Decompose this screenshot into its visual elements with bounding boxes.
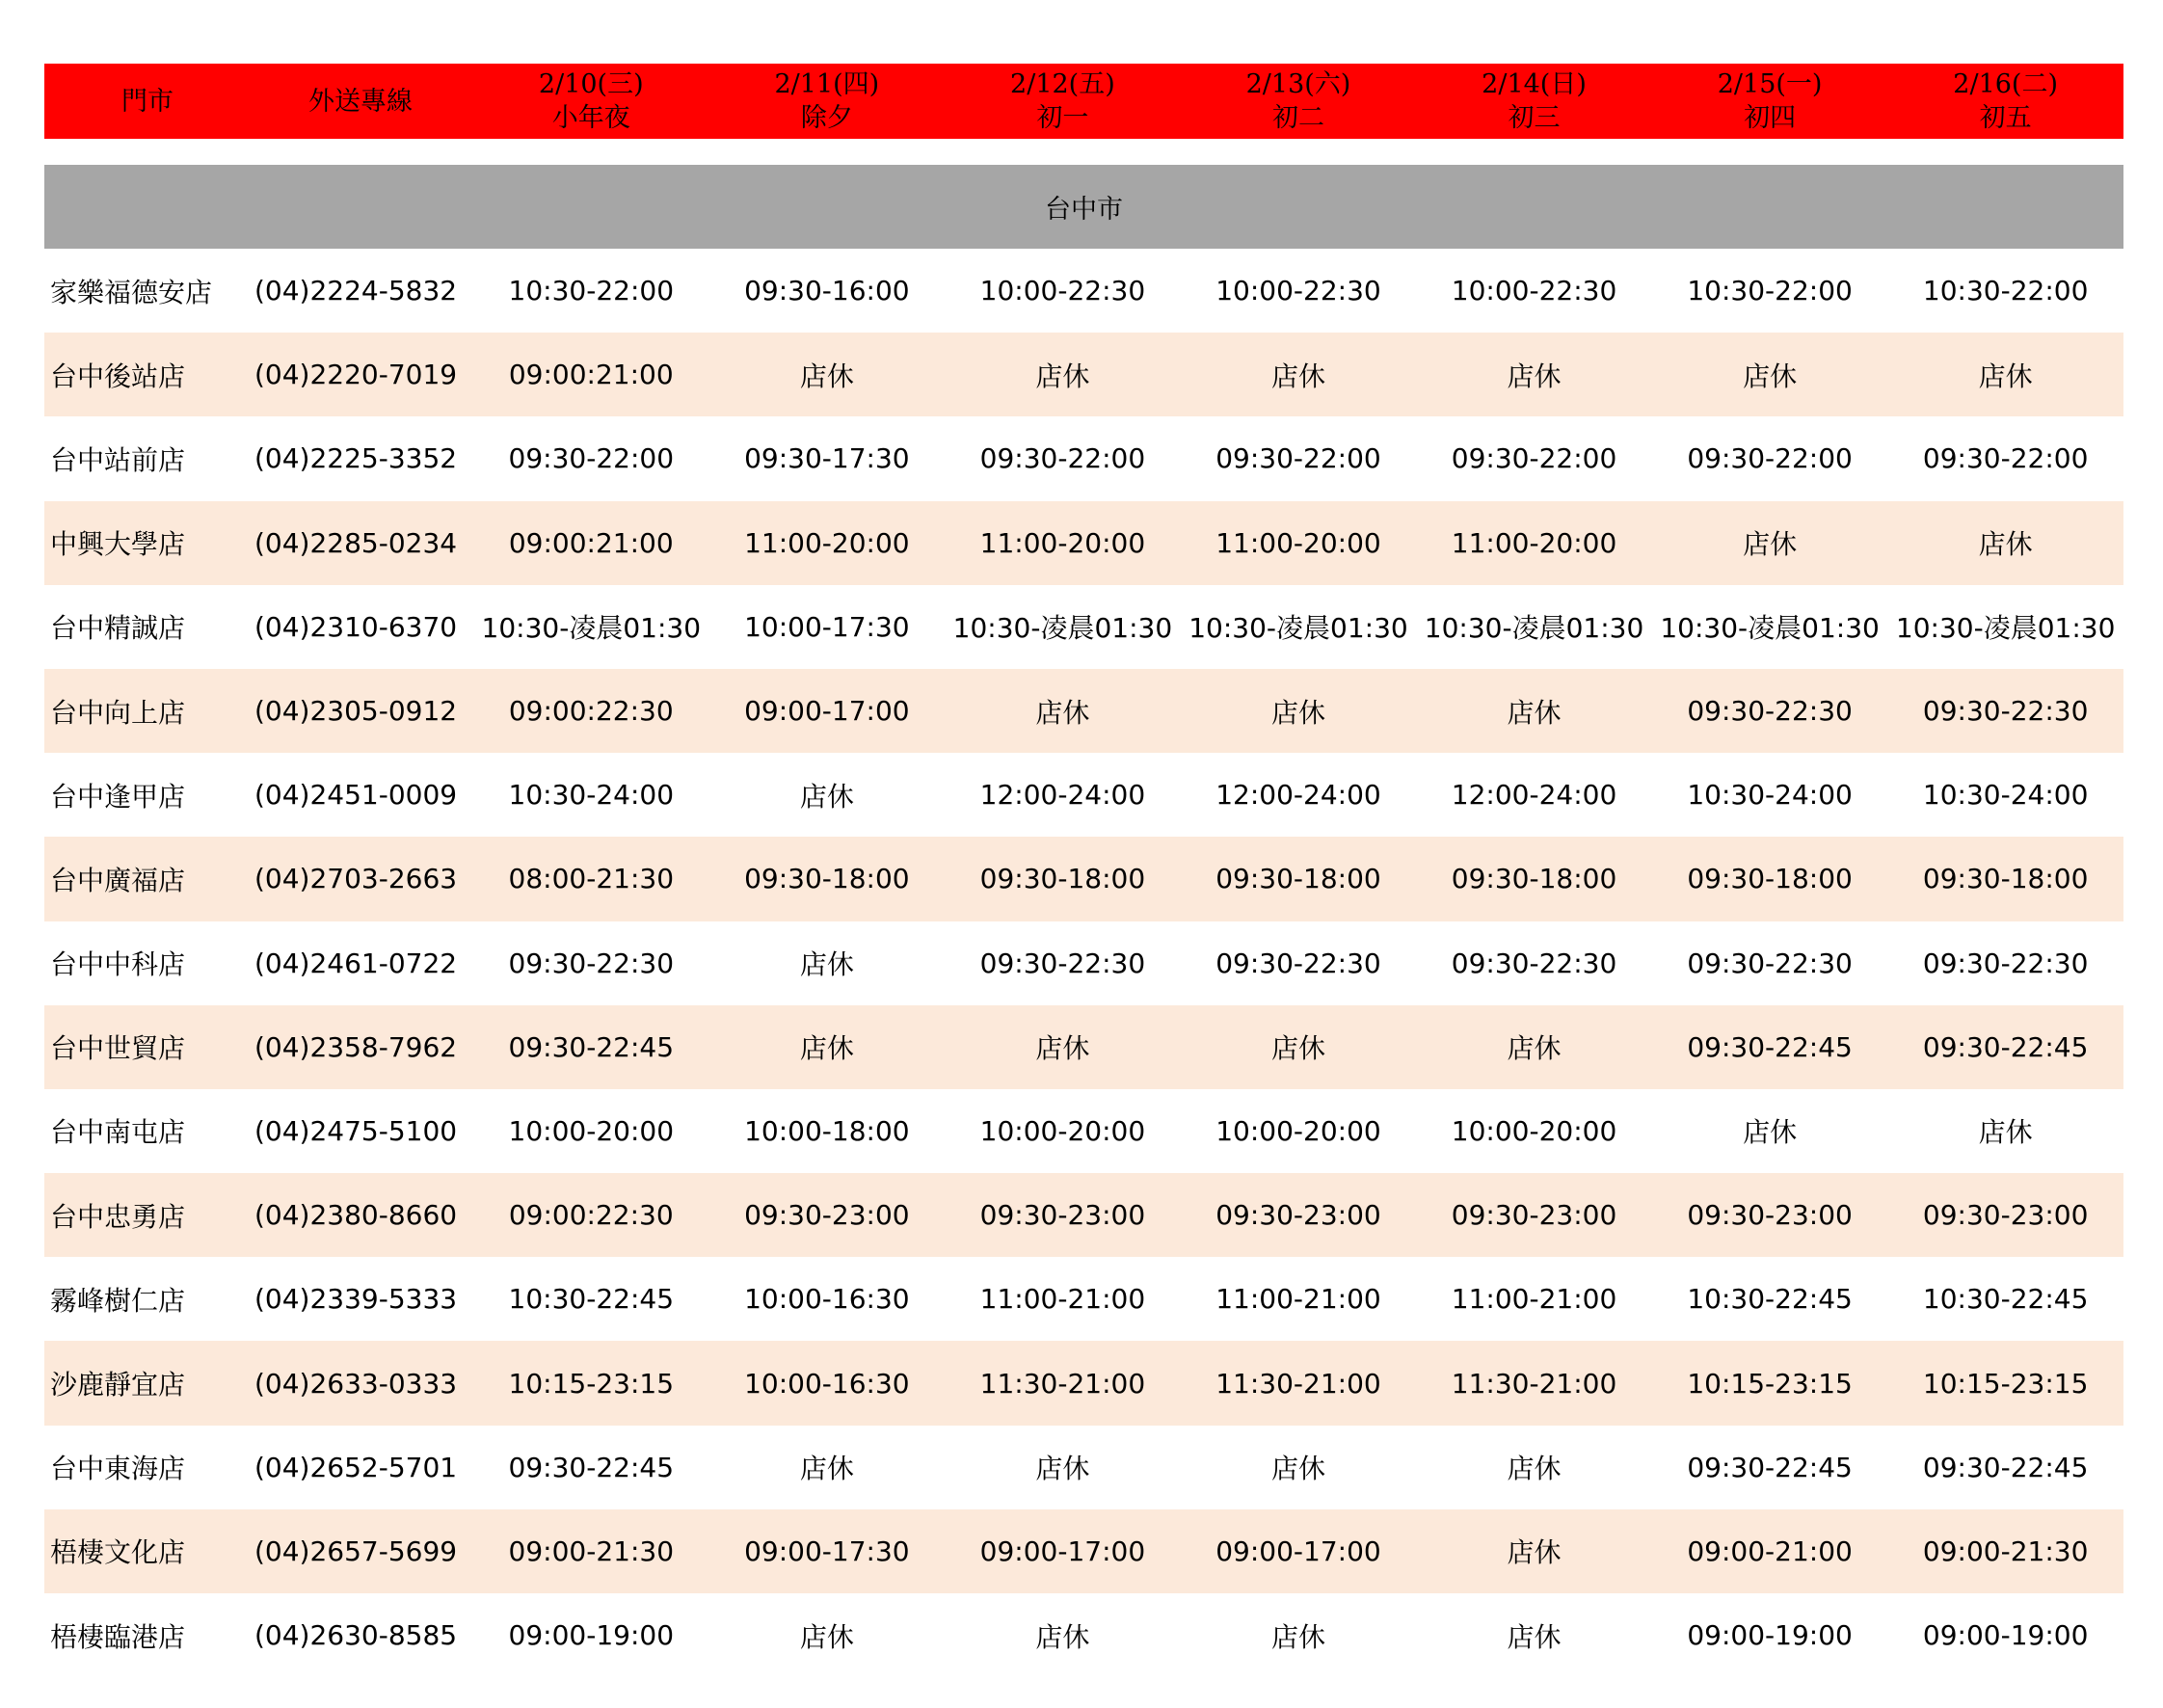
delivery-phone: (04)2703-2663 (254, 863, 458, 895)
hours-cell: 10:00-20:00 (1451, 1114, 1617, 1147)
store-name: 沙鹿靜宜店 (50, 1369, 186, 1401)
hours-cell: 店休 (1035, 1453, 1090, 1485)
store-name: 台中向上店 (50, 696, 186, 729)
table-row (44, 1173, 2123, 1257)
hours-cell: 10:00-20:00 (1215, 1114, 1381, 1147)
delivery-phone: (04)2285-0234 (254, 526, 458, 559)
header-day-label: 初四 (1744, 103, 1797, 133)
hours-cell: 10:30-22:45 (1687, 1283, 1853, 1316)
store-name: 台中忠勇店 (50, 1200, 186, 1233)
hours-cell: 09:00:22:30 (508, 695, 674, 728)
delivery-phone: (04)2358-7962 (254, 1030, 458, 1063)
hours-cell: 09:30-22:00 (1451, 442, 1617, 475)
hours-cell: 09:30-18:00 (744, 863, 910, 895)
delivery-phone: (04)2339-5333 (254, 1283, 458, 1316)
store-name: 梧棲文化店 (50, 1536, 186, 1569)
store-name: 霧峰樹仁店 (50, 1284, 186, 1317)
hours-cell: 店休 (1507, 1620, 1562, 1653)
hours-cell: 店休 (799, 1620, 854, 1653)
hours-cell: 11:30-21:00 (1215, 1367, 1381, 1400)
table-row (44, 416, 2123, 500)
table-row (44, 1426, 2123, 1509)
store-name: 台中逢甲店 (50, 780, 186, 813)
hours-cell: 11:00-21:00 (1451, 1283, 1617, 1316)
hours-cell: 10:30-22:00 (1922, 275, 2089, 307)
header-date: 2/16(二) (1953, 69, 2058, 99)
store-name: 台中後站店 (50, 360, 186, 392)
hours-cell: 店休 (799, 1453, 854, 1485)
header-day-5 (1652, 67, 1888, 135)
hours-cell: 09:30-22:30 (508, 947, 675, 979)
hours-cell: 10:30-24:00 (1922, 779, 2089, 812)
hours-cell: 08:00-21:30 (508, 863, 675, 895)
store-name: 台中站前店 (50, 443, 186, 476)
hours-cell: 店休 (799, 948, 854, 981)
hours-cell: 10:30-22:00 (508, 275, 675, 307)
hours-cell: 12:00-24:00 (1215, 779, 1381, 812)
delivery-phone: (04)2657-5699 (254, 1535, 458, 1567)
hours-cell: 09:30-22:30 (1687, 695, 1853, 728)
hours-cell: 店休 (1743, 1116, 1798, 1149)
hours-cell: 09:30-22:45 (1922, 1451, 2089, 1483)
header-day-4 (1416, 67, 1652, 135)
hours-cell: 09:30-22:45 (1922, 1030, 2089, 1063)
hours-cell: 09:00-19:00 (1922, 1619, 2089, 1652)
hours-cell: 09:00-19:00 (508, 1619, 675, 1652)
hours-cell: 11:00-20:00 (744, 526, 910, 559)
hours-cell: 09:30-22:00 (1215, 442, 1381, 475)
hours-cell: 店休 (1507, 1453, 1562, 1485)
delivery-phone: (04)2652-5701 (254, 1451, 458, 1483)
hours-cell: 10:00-20:00 (508, 1114, 675, 1147)
hours-cell: 10:15-23:15 (508, 1367, 675, 1400)
hours-cell: 11:00-20:00 (1451, 526, 1617, 559)
header-store: 門市 (121, 86, 174, 117)
hours-cell: 店休 (1270, 360, 1325, 392)
hours-cell: 09:30-22:30 (1922, 695, 2089, 728)
hours-cell: 10:30-凌晨01:30 (1188, 612, 1408, 645)
hours-cell: 09:00:21:00 (508, 359, 674, 391)
hours-cell: 11:00-21:00 (1215, 1283, 1381, 1316)
header-date: 2/10(三) (538, 69, 644, 99)
hours-cell: 店休 (1978, 528, 2033, 561)
header-gap (44, 139, 2123, 165)
hours-cell: 09:00-17:00 (744, 695, 910, 728)
hours-cell: 店休 (1507, 360, 1562, 392)
header-date: 2/13(六) (1245, 69, 1351, 99)
hours-cell: 10:00-16:30 (744, 1367, 910, 1400)
table-row (44, 585, 2123, 669)
table-row (44, 921, 2123, 1005)
header-day-0 (473, 67, 709, 135)
hours-cell: 09:30-18:00 (1922, 863, 2089, 895)
hours-cell: 10:30-凌晨01:30 (1895, 612, 2116, 645)
hours-cell: 10:30-凌晨01:30 (1660, 612, 1880, 645)
hours-cell: 09:30-22:00 (508, 442, 675, 475)
header-day-label: 初五 (1979, 103, 2032, 133)
delivery-phone: (04)2310-6370 (254, 610, 458, 643)
hours-cell: 店休 (1270, 696, 1325, 729)
hours-cell: 09:00:22:30 (508, 1199, 674, 1232)
hours-cell: 09:30-17:30 (744, 442, 910, 475)
hours-cell: 09:30-18:00 (979, 863, 1146, 895)
hours-cell: 店休 (1035, 1620, 1090, 1653)
hours-cell: 10:00-22:30 (1215, 275, 1381, 307)
delivery-phone: (04)2451-0009 (254, 779, 458, 812)
delivery-phone: (04)2220-7019 (254, 359, 458, 391)
table-body (44, 249, 2123, 1677)
hours-cell: 10:00-22:30 (979, 275, 1146, 307)
table-header (44, 64, 2123, 139)
hours-cell: 店休 (799, 780, 854, 813)
hours-cell: 09:30-22:45 (1687, 1030, 1853, 1063)
hours-cell: 店休 (1507, 1536, 1562, 1569)
hours-cell: 店休 (1978, 360, 2033, 392)
hours-cell: 11:00-21:00 (979, 1283, 1146, 1316)
hours-cell: 店休 (1507, 1032, 1562, 1065)
table-row (44, 1089, 2123, 1173)
region-banner: 台中市 (44, 165, 2123, 249)
header-day-label: 初二 (1271, 103, 1324, 133)
hours-cell: 09:30-23:00 (979, 1199, 1146, 1232)
delivery-phone: (04)2630-8585 (254, 1619, 458, 1652)
delivery-phone: (04)2461-0722 (254, 947, 458, 979)
hours-cell: 11:00-20:00 (979, 526, 1146, 559)
hours-cell: 09:00-17:00 (1215, 1535, 1381, 1567)
table-row (44, 249, 2123, 333)
hours-cell: 店休 (1270, 1620, 1325, 1653)
hours-cell: 09:30-23:00 (1215, 1199, 1381, 1232)
hours-cell: 11:00-20:00 (1215, 526, 1381, 559)
store-name: 台中東海店 (50, 1453, 186, 1485)
hours-cell: 09:00-17:00 (979, 1535, 1146, 1567)
hours-cell: 10:30-凌晨01:30 (1424, 612, 1644, 645)
store-name: 梧棲臨港店 (50, 1620, 186, 1653)
store-name: 台中中科店 (50, 948, 186, 981)
hours-cell: 09:00:21:00 (508, 526, 674, 559)
hours-cell: 09:30-22:00 (1687, 442, 1853, 475)
delivery-phone: (04)2475-5100 (254, 1114, 458, 1147)
header-date: 2/15(一) (1717, 69, 1823, 99)
hours-cell: 09:30-22:30 (1451, 947, 1617, 979)
header-day-label: 除夕 (800, 103, 853, 133)
hours-cell: 10:30-24:00 (1687, 779, 1853, 812)
holiday-hours-table (44, 64, 2123, 1677)
delivery-phone: (04)2380-8660 (254, 1199, 458, 1232)
hours-cell: 10:15-23:15 (1922, 1367, 2089, 1400)
header-date: 2/14(日) (1482, 69, 1587, 99)
hours-cell: 10:00-22:30 (1451, 275, 1617, 307)
hours-cell: 店休 (1743, 360, 1798, 392)
hours-cell: 09:30-22:30 (1687, 947, 1853, 979)
hours-cell: 店休 (1035, 1032, 1090, 1065)
hours-cell: 12:00-24:00 (1451, 779, 1617, 812)
hours-cell: 11:30-21:00 (979, 1367, 1146, 1400)
hours-cell: 09:30-22:45 (1687, 1451, 1853, 1483)
hours-cell: 12:00-24:00 (979, 779, 1146, 812)
table-row (44, 1509, 2123, 1593)
delivery-phone: (04)2633-0333 (254, 1367, 458, 1400)
hours-cell: 09:30-18:00 (1215, 863, 1381, 895)
header-day-3 (1181, 67, 1417, 135)
hours-cell: 09:30-16:00 (744, 275, 910, 307)
hours-cell: 09:00-21:00 (1687, 1535, 1853, 1567)
delivery-phone: (04)2224-5832 (254, 275, 458, 307)
table-row (44, 837, 2123, 921)
store-name: 中興大學店 (50, 528, 186, 561)
hours-cell: 10:00-20:00 (979, 1114, 1146, 1147)
hours-cell: 店休 (799, 1032, 854, 1065)
store-name: 台中世貿店 (50, 1032, 186, 1065)
hours-cell: 店休 (1978, 1116, 2033, 1149)
table-row (44, 669, 2123, 753)
table-row (44, 1341, 2123, 1425)
hours-cell: 店休 (1035, 696, 1090, 729)
hours-cell: 09:30-22:30 (979, 947, 1146, 979)
table-row (44, 333, 2123, 416)
header-phone: 外送專線 (308, 86, 413, 117)
header-date: 2/12(五) (1010, 69, 1115, 99)
store-name: 台中南屯店 (50, 1116, 186, 1149)
hours-cell: 09:30-22:00 (1922, 442, 2089, 475)
hours-cell: 09:30-22:00 (979, 442, 1146, 475)
table-row (44, 753, 2123, 837)
header-day-1 (709, 67, 946, 135)
hours-cell: 09:30-22:45 (508, 1451, 675, 1483)
delivery-phone: (04)2225-3352 (254, 442, 458, 475)
store-name: 家樂福德安店 (50, 276, 213, 308)
header-day-2 (945, 67, 1181, 135)
hours-cell: 10:00-17:30 (744, 610, 910, 643)
hours-cell: 店休 (1743, 528, 1798, 561)
hours-cell: 店休 (1507, 696, 1562, 729)
hours-cell: 10:30-22:45 (508, 1283, 675, 1316)
hours-cell: 10:30-22:45 (1922, 1283, 2089, 1316)
store-name: 台中廣福店 (50, 864, 186, 896)
store-name: 台中精誠店 (50, 612, 186, 645)
hours-cell: 09:30-23:00 (744, 1199, 910, 1232)
hours-cell: 09:00-21:30 (1922, 1535, 2089, 1567)
hours-cell: 09:30-22:30 (1922, 947, 2089, 979)
hours-cell: 09:30-22:45 (508, 1030, 675, 1063)
hours-cell: 店休 (1270, 1032, 1325, 1065)
header-date: 2/11(四) (774, 69, 880, 99)
hours-cell: 10:30-24:00 (508, 779, 675, 812)
delivery-phone: (04)2305-0912 (254, 695, 458, 728)
hours-cell: 09:30-23:00 (1451, 1199, 1617, 1232)
hours-cell: 09:00-17:30 (744, 1535, 910, 1567)
hours-cell: 09:30-18:00 (1451, 863, 1617, 895)
hours-cell: 10:30-22:00 (1687, 275, 1853, 307)
header-day-label: 小年夜 (551, 103, 630, 133)
header-day-label: 初三 (1508, 103, 1561, 133)
table-row (44, 1005, 2123, 1089)
hours-cell: 09:30-22:30 (1215, 947, 1381, 979)
hours-cell: 09:30-23:00 (1687, 1199, 1853, 1232)
hours-cell: 09:00-19:00 (1687, 1619, 1853, 1652)
hours-cell: 09:00-21:30 (508, 1535, 675, 1567)
hours-cell: 10:15-23:15 (1687, 1367, 1853, 1400)
hours-cell: 10:00-16:30 (744, 1283, 910, 1316)
header-day-label: 初一 (1036, 103, 1089, 133)
hours-cell: 10:30-凌晨01:30 (481, 612, 702, 645)
table-row (44, 1257, 2123, 1341)
hours-cell: 09:30-23:00 (1922, 1199, 2089, 1232)
header-day-6 (1887, 67, 2123, 135)
hours-cell: 店休 (1035, 360, 1090, 392)
hours-cell: 09:30-18:00 (1687, 863, 1853, 895)
hours-cell: 10:30-凌晨01:30 (952, 612, 1173, 645)
table-row (44, 1593, 2123, 1677)
table-row (44, 501, 2123, 585)
hours-cell: 11:30-21:00 (1451, 1367, 1617, 1400)
hours-cell: 店休 (1270, 1453, 1325, 1485)
hours-cell: 店休 (799, 360, 854, 392)
hours-cell: 10:00-18:00 (744, 1114, 910, 1147)
